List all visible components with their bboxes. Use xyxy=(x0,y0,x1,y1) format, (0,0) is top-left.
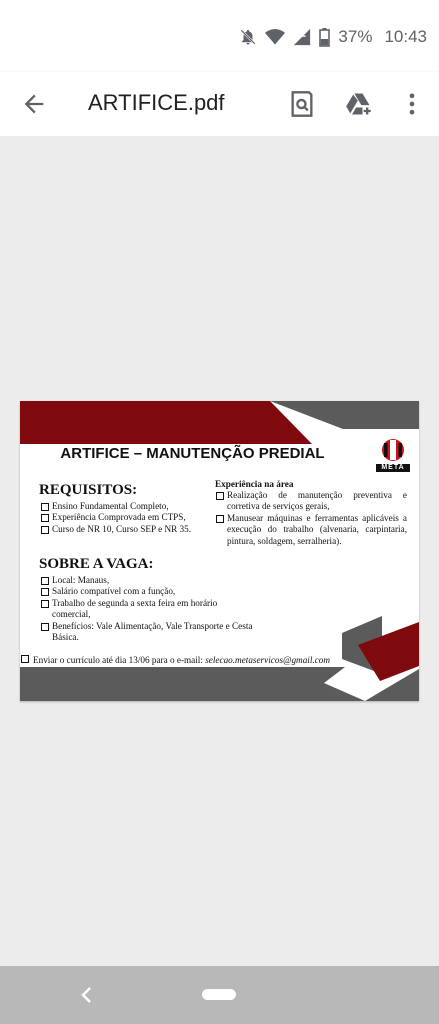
signal-icon xyxy=(293,28,311,46)
job-details-list xyxy=(40,575,255,643)
experience-list xyxy=(215,490,407,547)
checkbox-bullet xyxy=(21,655,29,663)
list-item: Trabalho de segunda a sexta feira em horário comercial, xyxy=(40,598,255,621)
battery-percent: 37% xyxy=(338,27,373,46)
list-item: Salário compatível com a função, xyxy=(40,586,255,597)
email-prefix: Enviar o currículo até dia 13/06 para o e-mail: xyxy=(33,655,203,665)
list-item: Manusear máquinas e ferramentas aplicáveis a execução do trabalho (alvenaria, carpintaria, pintura, soldagem, serralheria). xyxy=(215,513,407,547)
requirements-heading: REQUISITOS: xyxy=(39,482,138,498)
add-to-drive-icon[interactable] xyxy=(345,90,373,118)
clock: 10:43 xyxy=(384,27,427,46)
list-item: Realização de manutenção preventiva e corretiva de serviços gerais, xyxy=(215,490,407,513)
list-item: Experiência Comprovada em CTPS, xyxy=(40,512,230,523)
logo-text: META xyxy=(381,464,405,471)
app-bar xyxy=(0,72,439,136)
status-bar xyxy=(0,0,439,72)
battery-icon xyxy=(319,28,330,47)
do-not-disturb-icon xyxy=(239,28,257,46)
document-title: ARTIFICE.pdf xyxy=(88,90,225,115)
back-arrow-icon[interactable] xyxy=(20,90,48,118)
job-heading: SOBRE A VAGA: xyxy=(39,556,154,572)
search-document-icon[interactable] xyxy=(288,90,316,118)
requirements-list xyxy=(40,501,230,535)
list-item: Local: Manaus, xyxy=(40,575,255,586)
list-item: Ensino Fundamental Completo, xyxy=(40,501,230,512)
nav-back-icon[interactable] xyxy=(80,986,94,1004)
list-item: Curso de NR 10, Curso SEP e NR 35. xyxy=(40,524,230,535)
wifi-icon xyxy=(265,28,285,46)
doc-heading: ARTIFICE – MANUTENÇÃO PREDIAL xyxy=(60,445,325,462)
home-pill[interactable] xyxy=(202,989,236,1000)
experience-heading: Experiência na área xyxy=(215,479,294,489)
list-item: Benefícios: Vale Alimentação, Vale Transporte e Cesta Básica. xyxy=(40,621,255,644)
more-vert-icon[interactable] xyxy=(398,90,426,118)
email-address: selecao.metaservicos@gmail.com xyxy=(205,655,330,665)
email-instruction xyxy=(21,655,330,665)
pdf-page[interactable] xyxy=(20,401,419,701)
